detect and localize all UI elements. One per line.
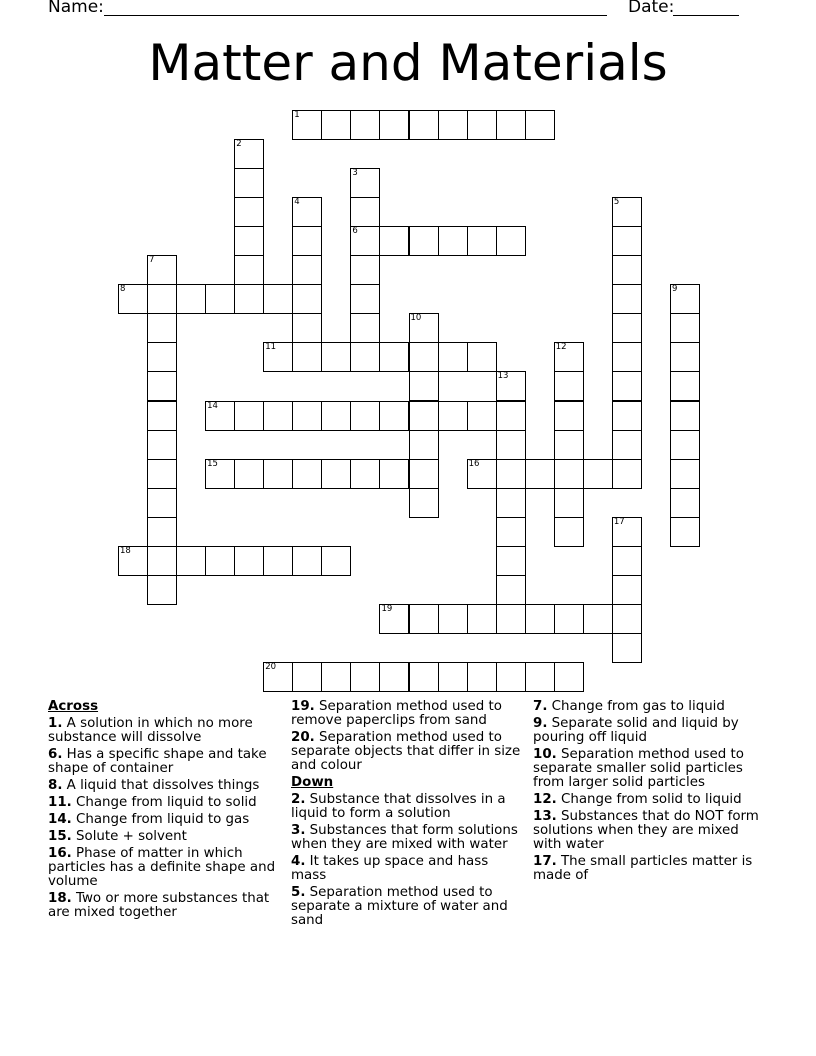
crossword-cell[interactable] <box>554 662 584 692</box>
crossword-cell[interactable] <box>350 226 380 256</box>
clue-number: 14. <box>48 812 72 827</box>
clue-number: 4. <box>291 854 306 869</box>
crossword-cell[interactable] <box>409 604 439 634</box>
down-clue <box>533 748 765 790</box>
crossword-cell[interactable] <box>205 459 235 489</box>
cell-number: 19 <box>381 603 393 614</box>
clue-text: Substances that do NOT form solutions when they are mixed with water <box>533 809 759 852</box>
crossword-cell[interactable] <box>321 342 351 372</box>
down-clue <box>291 886 523 928</box>
crossword-cell[interactable] <box>554 459 584 489</box>
crossword-cell[interactable] <box>496 371 526 401</box>
crossword-cell[interactable] <box>234 255 264 285</box>
cell-number: 9 <box>671 284 678 295</box>
clues-section <box>48 700 778 960</box>
cell-number: 18 <box>120 545 131 556</box>
crossword-cell[interactable] <box>350 342 380 372</box>
crossword-cell[interactable] <box>467 342 497 372</box>
crossword-cell[interactable] <box>554 517 584 547</box>
crossword-cell[interactable] <box>147 342 177 372</box>
crossword-cell[interactable] <box>292 110 322 140</box>
crossword-cell[interactable] <box>409 371 439 401</box>
crossword-cell[interactable] <box>554 430 584 460</box>
crossword-cell[interactable] <box>379 342 409 372</box>
crossword-cell[interactable] <box>292 342 322 372</box>
page-title: Matter and Materials <box>148 34 668 92</box>
crossword-cell[interactable] <box>379 662 409 692</box>
crossword-cell[interactable] <box>321 546 351 576</box>
down-clue <box>533 855 765 883</box>
clue-number: 6. <box>48 747 63 762</box>
crossword-cell[interactable] <box>438 401 468 431</box>
crossword-cell[interactable] <box>321 459 351 489</box>
name-label: Name: <box>48 0 104 17</box>
crossword-cell[interactable] <box>147 430 177 460</box>
clue-number: 18. <box>48 891 72 906</box>
crossword-cell[interactable] <box>263 401 293 431</box>
crossword-cell[interactable] <box>234 197 264 227</box>
crossword-cell[interactable] <box>612 604 642 634</box>
crossword-cell[interactable] <box>438 342 468 372</box>
across-clue <box>291 700 523 728</box>
crossword-cell[interactable] <box>612 313 642 343</box>
crossword-cell[interactable] <box>176 546 206 576</box>
crossword-cell[interactable] <box>321 401 351 431</box>
crossword-cell[interactable] <box>147 371 177 401</box>
crossword-cell[interactable] <box>554 371 584 401</box>
crossword-cell[interactable] <box>496 459 526 489</box>
cell-number: 20 <box>265 661 277 672</box>
across-clue <box>291 731 523 773</box>
crossword-cell[interactable] <box>496 430 526 460</box>
crossword-cell[interactable] <box>292 662 322 692</box>
crossword-cell[interactable] <box>554 604 584 634</box>
crossword-cell[interactable] <box>409 313 439 343</box>
across-clue <box>48 847 278 889</box>
crossword-cell[interactable] <box>612 197 642 227</box>
crossword-cell[interactable] <box>292 197 322 227</box>
crossword-cell[interactable] <box>321 110 351 140</box>
clue-text: Substances that form solutions when they are mixed with water <box>291 823 518 852</box>
crossword-cell[interactable] <box>263 459 293 489</box>
crossword-cell[interactable] <box>409 226 439 256</box>
crossword-cell[interactable] <box>554 401 584 431</box>
crossword-cell[interactable] <box>147 546 177 576</box>
across-clue <box>48 892 278 920</box>
crossword-cell[interactable] <box>467 110 497 140</box>
cell-number: 14 <box>207 400 218 411</box>
crossword-cell[interactable] <box>670 459 700 489</box>
clue-number: 17. <box>533 854 557 869</box>
crossword-cell[interactable] <box>612 546 642 576</box>
clue-number: 15. <box>48 829 72 844</box>
crossword-cell[interactable] <box>409 401 439 431</box>
clue-text: Separate solid and liquid by pouring off liquid <box>533 716 739 745</box>
crossword-cell[interactable] <box>234 459 264 489</box>
crossword-cell[interactable] <box>234 546 264 576</box>
crossword-cell[interactable] <box>379 459 409 489</box>
clue-number: 5. <box>291 885 306 900</box>
crossword-cell[interactable] <box>409 488 439 518</box>
crossword-cell[interactable] <box>147 488 177 518</box>
crossword-cell[interactable] <box>496 488 526 518</box>
clue-number: 10. <box>533 747 557 762</box>
clue-number: 12. <box>533 792 557 807</box>
clue-number: 3. <box>291 823 306 838</box>
cell-number: 10 <box>410 313 422 324</box>
across-clue <box>48 813 278 827</box>
crossword-cell[interactable] <box>205 546 235 576</box>
crossword-cell[interactable] <box>525 110 555 140</box>
crossword-cell[interactable] <box>147 459 177 489</box>
cell-number: 17 <box>613 516 625 527</box>
cell-number: 2 <box>236 139 242 150</box>
crossword-cell[interactable] <box>612 342 642 372</box>
clues-column-1 <box>48 700 278 923</box>
across-clue <box>48 779 278 793</box>
crossword-cell[interactable] <box>409 342 439 372</box>
crossword-cell[interactable] <box>292 226 322 256</box>
down-clue <box>533 717 765 745</box>
crossword-cell[interactable] <box>670 517 700 547</box>
clue-text: Phase of matter in which particles has a definite shape and volume <box>48 846 276 889</box>
crossword-cell[interactable] <box>612 633 642 663</box>
cell-number: 6 <box>352 226 358 237</box>
crossword-cell[interactable] <box>234 284 264 314</box>
crossword-cell[interactable] <box>234 401 264 431</box>
crossword-cell[interactable] <box>409 662 439 692</box>
crossword-cell[interactable] <box>525 662 555 692</box>
down-clue <box>291 824 523 852</box>
cell-number: 5 <box>613 197 620 208</box>
crossword-cell[interactable] <box>612 430 642 460</box>
cell-number: 12 <box>555 342 567 353</box>
crossword-cell[interactable] <box>379 110 409 140</box>
clues-column-3 <box>533 700 765 886</box>
across-clue <box>48 830 278 844</box>
down-clue <box>533 793 765 807</box>
cell-number: 4 <box>294 197 300 208</box>
crossword-cell[interactable] <box>670 401 700 431</box>
crossword-cell[interactable] <box>234 168 264 198</box>
across-clue <box>48 748 278 776</box>
clue-text: It takes up space and hass mass <box>291 854 489 883</box>
clue-text: Separation method used to separate smaller solid particles from larger solid particles <box>533 747 744 790</box>
clue-text: Has a specific shape and take shape of container <box>48 747 267 776</box>
crossword-cell[interactable] <box>670 342 700 372</box>
clue-text: Separation method used to separate a mixture of water and sand <box>291 885 508 928</box>
crossword-cell[interactable] <box>467 662 497 692</box>
crossword-cell[interactable] <box>118 284 148 314</box>
crossword-cell[interactable] <box>409 459 439 489</box>
crossword-cell[interactable] <box>612 371 642 401</box>
crossword-cell[interactable] <box>350 255 380 285</box>
crossword-cell[interactable] <box>496 575 526 605</box>
crossword-cell[interactable] <box>496 401 526 431</box>
cell-number: 8 <box>120 284 126 295</box>
clue-number: 7. <box>533 699 548 714</box>
down-clue <box>533 810 765 852</box>
crossword-cell[interactable] <box>409 110 439 140</box>
crossword-cell[interactable] <box>379 604 409 634</box>
crossword-cell[interactable] <box>496 662 526 692</box>
clue-text: A solution in which no more substance will dissolve <box>48 716 253 745</box>
clue-text: Change from gas to liquid <box>551 699 725 714</box>
crossword-cell[interactable] <box>525 604 555 634</box>
down-clue <box>291 855 523 883</box>
crossword-cell[interactable] <box>147 313 177 343</box>
crossword-cell[interactable] <box>379 226 409 256</box>
crossword-cell[interactable] <box>147 255 177 285</box>
clue-number: 1. <box>48 716 63 731</box>
crossword-cell[interactable] <box>670 371 700 401</box>
crossword-cell[interactable] <box>350 284 380 314</box>
crossword-cell[interactable] <box>147 575 177 605</box>
crossword-cell[interactable] <box>467 459 497 489</box>
crossword-cell[interactable] <box>292 313 322 343</box>
crossword-cell[interactable] <box>147 401 177 431</box>
crossword-cell[interactable] <box>438 110 468 140</box>
crossword-cell[interactable] <box>583 459 613 489</box>
down-clue <box>533 700 765 714</box>
crossword-cell[interactable] <box>263 662 293 692</box>
crossword-cell[interactable] <box>118 546 148 576</box>
crossword-cell[interactable] <box>350 168 380 198</box>
crossword-cell[interactable] <box>467 604 497 634</box>
crossword-cell[interactable] <box>234 139 264 169</box>
crossword-cell[interactable] <box>147 517 177 547</box>
crossword-cell[interactable] <box>670 430 700 460</box>
clue-text: The small particles matter is made of <box>533 854 753 883</box>
crossword-cell[interactable] <box>496 604 526 634</box>
crossword-cell[interactable] <box>321 662 351 692</box>
crossword-cell[interactable] <box>670 313 700 343</box>
crossword-cell[interactable] <box>612 226 642 256</box>
cell-number: 13 <box>497 371 509 382</box>
crossword-cell[interactable] <box>263 284 293 314</box>
crossword-cell[interactable] <box>350 662 380 692</box>
crossword-cell[interactable] <box>612 575 642 605</box>
cell-number: 15 <box>207 458 218 469</box>
crossword-cell[interactable] <box>438 604 468 634</box>
date-label: Date: <box>628 0 675 17</box>
crossword-cell[interactable] <box>612 284 642 314</box>
crossword-cell[interactable] <box>176 284 206 314</box>
across-heading: Across <box>48 699 99 714</box>
clue-text: Separation method used to remove paperclips from sand <box>291 699 502 728</box>
clues-column-2 <box>291 700 523 931</box>
clue-number: 20. <box>291 730 315 745</box>
clue-number: 16. <box>48 846 72 861</box>
crossword-cell[interactable] <box>147 284 177 314</box>
cell-number: 1 <box>294 110 300 120</box>
crossword-cell[interactable] <box>350 401 380 431</box>
clue-text: Solute + solvent <box>76 829 187 844</box>
clue-number: 8. <box>48 778 63 793</box>
cell-number: 11 <box>265 342 277 353</box>
crossword-cell[interactable] <box>612 401 642 431</box>
crossword-cell[interactable] <box>263 546 293 576</box>
crossword-cell[interactable] <box>670 284 700 314</box>
down-heading: Down <box>291 775 334 790</box>
crossword-cell[interactable] <box>438 226 468 256</box>
crossword-cell[interactable] <box>292 459 322 489</box>
crossword-cell[interactable] <box>670 488 700 518</box>
clue-text: Separation method used to separate objects that differ in size and colour <box>291 730 521 773</box>
crossword-cell[interactable] <box>350 197 380 227</box>
clue-text: Substance that dissolves in a liquid to form a solution <box>291 792 506 821</box>
crossword-cell[interactable] <box>350 313 380 343</box>
clue-text: Change from liquid to solid <box>76 795 257 810</box>
crossword-cell[interactable] <box>612 255 642 285</box>
clue-number: 11. <box>48 795 72 810</box>
crossword-cell[interactable] <box>583 604 613 634</box>
cell-number: 16 <box>468 458 480 469</box>
down-clue <box>291 793 523 821</box>
crossword-cell[interactable] <box>292 546 322 576</box>
clue-number: 2. <box>291 792 306 807</box>
crossword-cell[interactable] <box>438 662 468 692</box>
across-clue <box>48 796 278 810</box>
crossword-cell[interactable] <box>496 546 526 576</box>
cell-number: 7 <box>149 255 155 266</box>
across-clue <box>48 717 278 745</box>
crossword-cell[interactable] <box>292 255 322 285</box>
crossword-cell[interactable] <box>350 459 380 489</box>
crossword-cell[interactable] <box>292 284 322 314</box>
crossword-cell[interactable] <box>467 226 497 256</box>
clue-number: 19. <box>291 699 315 714</box>
clue-number: 9. <box>533 716 548 731</box>
crossword-cell[interactable] <box>409 430 439 460</box>
clue-text: Change from solid to liquid <box>561 792 742 807</box>
crossword-cell[interactable] <box>496 226 526 256</box>
crossword-cell[interactable] <box>612 517 642 547</box>
cell-number: 3 <box>352 168 358 179</box>
crossword-cell[interactable] <box>379 401 409 431</box>
crossword-cell[interactable] <box>263 342 293 372</box>
crossword-cell[interactable] <box>205 401 235 431</box>
crossword-cell[interactable] <box>612 459 642 489</box>
crossword-cell[interactable] <box>467 401 497 431</box>
crossword-cell[interactable] <box>205 284 235 314</box>
crossword-cell[interactable] <box>234 226 264 256</box>
clue-number: 13. <box>533 809 557 824</box>
clue-text: A liquid that dissolves things <box>66 778 260 793</box>
crossword-cell[interactable] <box>554 342 584 372</box>
crossword-cell[interactable] <box>496 517 526 547</box>
crossword-cell[interactable] <box>292 401 322 431</box>
crossword-cell[interactable] <box>554 488 584 518</box>
clue-text: Change from liquid to gas <box>76 812 250 827</box>
clue-text: Two or more substances that are mixed together <box>48 891 270 920</box>
crossword-cell[interactable] <box>350 110 380 140</box>
crossword-cell[interactable] <box>496 110 526 140</box>
crossword-cell[interactable] <box>525 459 555 489</box>
